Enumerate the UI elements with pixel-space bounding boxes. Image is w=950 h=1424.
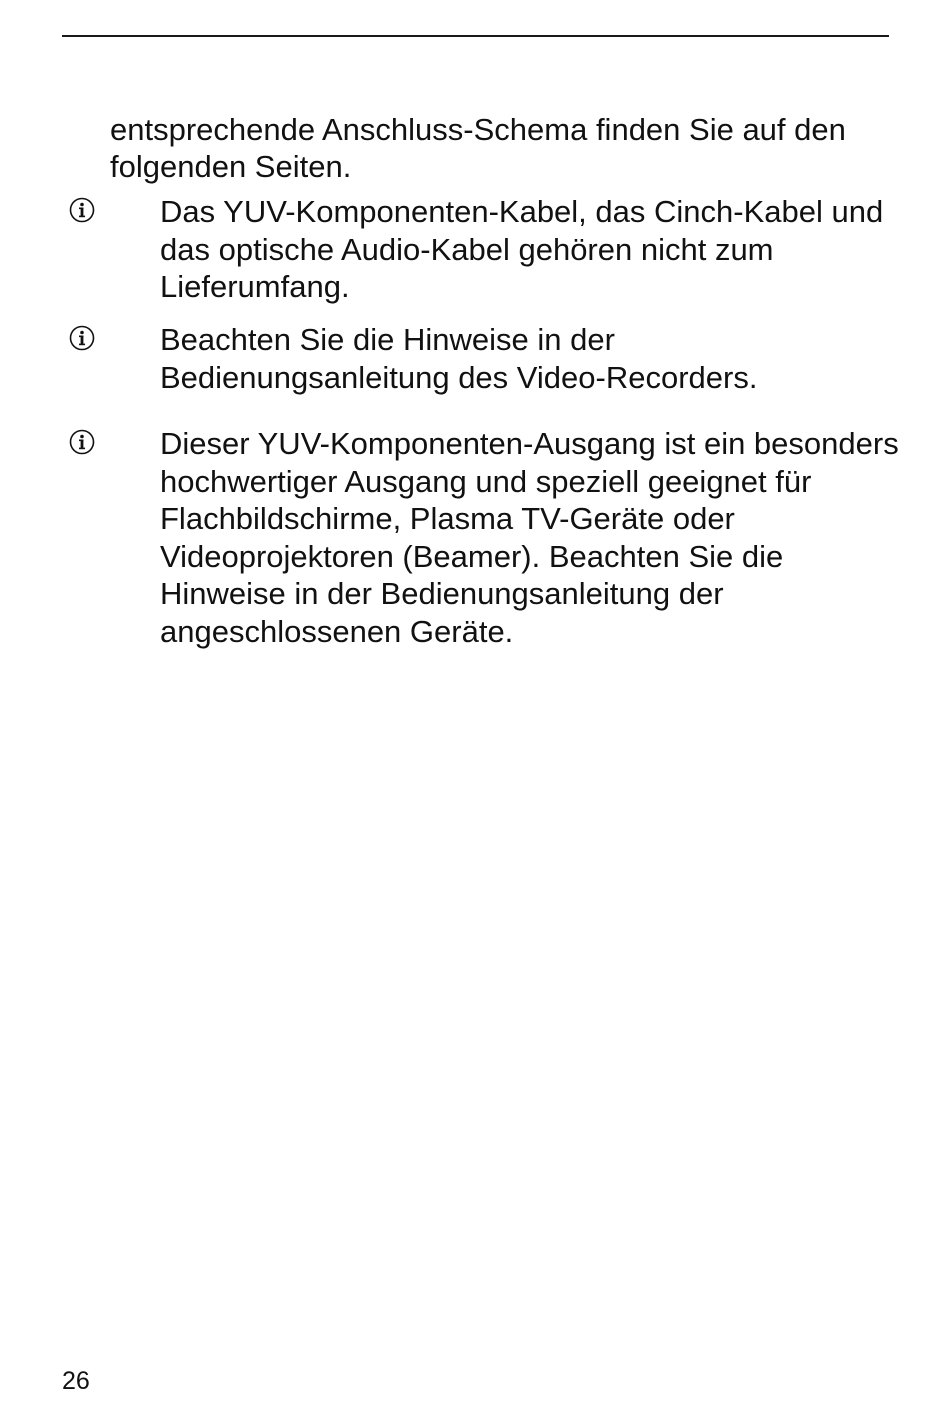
info-icon <box>69 197 95 223</box>
note-text: Dieser YUV-Komponenten-Ausgang ist ein besonders hochwertiger Ausgang und speziell geeignet für Flachbildschirme, Plasma TV-Geräte oder Videoprojektoren (Beamer). Beachten Sie die Hinweise in der Bedienungsanleitung der angeschlossenen Geräte. <box>160 426 899 649</box>
note-text: Beachten Sie die Hinweise in der Bedienungsanleitung des Video-Recorders. <box>160 322 758 395</box>
info-icon <box>69 325 95 351</box>
note-text: Das YUV-Komponenten-Kabel, das Cinch-Kabel und das optische Audio-Kabel gehören nicht zum Lieferumfang. <box>160 194 884 304</box>
intro-paragraph: entsprechende Anschluss-Schema finden Sie auf den folgenden Seiten. <box>110 112 846 184</box>
header-rule <box>62 35 889 37</box>
info-icon <box>69 429 95 455</box>
page-number: 26 <box>62 1367 90 1395</box>
